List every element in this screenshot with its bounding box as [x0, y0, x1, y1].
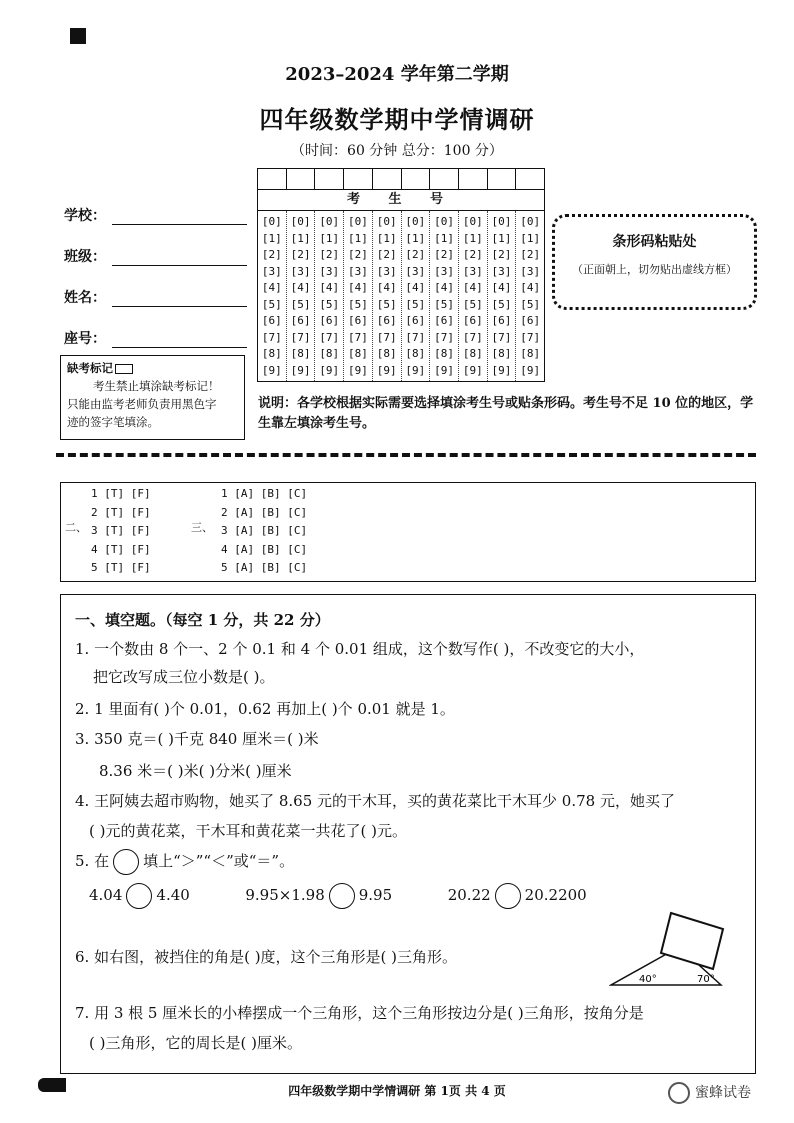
- id-digit-bubble[interactable]: [7]: [520, 330, 541, 344]
- angle-label-left: 40°: [639, 974, 657, 985]
- school-field[interactable]: 学校：: [64, 205, 254, 225]
- q5-items: 4.04 4.40 9.95×1.98 9.95 20.22 20.2200: [89, 883, 587, 909]
- id-digit-bubble[interactable]: [7]: [319, 330, 340, 344]
- id-write-box[interactable]: [373, 169, 402, 189]
- absent-mark-box: 缺考标记 考生禁止填涂缺考标记！ 只能由监考老师负责用黑色字 迹的签字笔填涂。: [60, 355, 245, 440]
- section-3-label: 三、: [191, 521, 213, 534]
- id-digit-bubble[interactable]: [3]: [319, 264, 340, 278]
- cut-line: [56, 453, 756, 457]
- id-digit-column: [430, 211, 459, 381]
- id-digit-bubble[interactable]: [3]: [405, 264, 426, 278]
- q1-line2: 把它改写成三位小数是( )。: [93, 668, 275, 686]
- id-digit-bubble[interactable]: [7]: [462, 330, 483, 344]
- id-digit-bubble[interactable]: [8]: [462, 347, 483, 360]
- id-digit-bubble[interactable]: [9]: [405, 363, 426, 377]
- exam-title: 四年级数学期中学情调研: [259, 105, 535, 134]
- id-digit-bubble[interactable]: [4]: [348, 281, 368, 294]
- id-digit-bubble[interactable]: [7]: [376, 330, 397, 344]
- mc-answer-row[interactable]: 2 [A] [B] [C]: [221, 505, 308, 519]
- id-write-box[interactable]: [488, 169, 517, 189]
- id-digit-bubble[interactable]: [0]: [405, 215, 426, 228]
- id-digit-bubble[interactable]: [6]: [261, 314, 282, 327]
- q2: 2. 1 里面有( )个 0.01，0.62 再加上( )个 0.01 就是 1。: [75, 700, 455, 718]
- id-digit-column: [516, 211, 544, 381]
- id-digit-bubble[interactable]: [4]: [434, 281, 454, 294]
- absent-mark-checkbox[interactable]: [115, 364, 133, 374]
- id-digit-bubble[interactable]: [6]: [290, 314, 311, 327]
- q7-line2: ( )三角形，它的周长是( )厘米。: [89, 1034, 302, 1052]
- id-digit-bubble[interactable]: [4]: [405, 281, 426, 294]
- id-digit-column: [315, 211, 344, 381]
- barcode-area: 条形码粘贴处 （正面朝上，切勿贴出虚线方框）: [552, 214, 757, 310]
- tf-answer-row[interactable]: 4 [T] [F]: [91, 542, 151, 556]
- id-digit-bubble[interactable]: [3]: [376, 264, 397, 278]
- name-field[interactable]: 姓名：: [64, 287, 254, 307]
- term-title: 2023–2024 学年第二学期: [285, 64, 509, 85]
- answer-sheet: [60, 482, 756, 582]
- id-digit-bubble[interactable]: [1]: [434, 231, 454, 245]
- id-digit-bubble[interactable]: [1]: [376, 231, 397, 245]
- id-digit-bubble[interactable]: [6]: [462, 314, 483, 327]
- id-digit-bubble[interactable]: [5]: [405, 297, 426, 311]
- id-digit-bubble[interactable]: [6]: [520, 314, 541, 327]
- q4-line1: 4. 王阿姨去超市购物，她买了 8.65 元的干木耳，买的黄花菜比干木耳少 0.78 元，她买了: [75, 792, 675, 810]
- id-digit-bubble[interactable]: [0]: [376, 215, 397, 228]
- id-digit-bubble[interactable]: [2]: [520, 248, 541, 261]
- id-digit-bubble[interactable]: [8]: [348, 347, 368, 360]
- id-digit-bubble[interactable]: [4]: [319, 281, 340, 294]
- id-digit-bubble[interactable]: [3]: [462, 264, 483, 278]
- id-digit-bubble[interactable]: [2]: [491, 248, 512, 261]
- id-digit-bubble[interactable]: [5]: [520, 297, 541, 311]
- q7-line1: 7. 用 3 根 5 厘米长的小棒摆成一个三角形，这个三角形按边分是( )三角形，按角分是: [75, 1004, 644, 1022]
- id-digit-bubble[interactable]: [1]: [290, 231, 311, 245]
- id-digit-bubble[interactable]: [9]: [434, 363, 454, 377]
- id-write-box[interactable]: [459, 169, 488, 189]
- id-write-box[interactable]: [287, 169, 316, 189]
- id-digit-bubble[interactable]: [8]: [319, 347, 340, 360]
- id-digit-bubble[interactable]: [7]: [405, 330, 426, 344]
- id-digit-bubble[interactable]: [9]: [319, 363, 340, 377]
- id-digit-bubble[interactable]: [2]: [376, 248, 397, 261]
- page-footer: 四年级数学期中学情调研 第 1页 共 4 页: [288, 1084, 506, 1098]
- id-digit-bubble[interactable]: [5]: [319, 297, 340, 311]
- id-digit-bubble[interactable]: [0]: [462, 215, 483, 228]
- id-digit-bubble[interactable]: [1]: [520, 231, 541, 245]
- id-digit-bubble[interactable]: [4]: [462, 281, 483, 294]
- id-digit-bubble[interactable]: [5]: [290, 297, 311, 311]
- tf-answer-row[interactable]: 2 [T] [F]: [91, 505, 151, 519]
- id-digit-bubble[interactable]: [5]: [348, 297, 368, 311]
- seat-field[interactable]: 座号：: [64, 328, 254, 348]
- brand-watermark: 蜜蜂试卷: [668, 1082, 751, 1104]
- id-digit-bubble[interactable]: [8]: [405, 347, 426, 360]
- id-write-box[interactable]: [430, 169, 459, 189]
- q6: 6. 如右图，被挡住的角是( )度，这个三角形是( )三角形。: [75, 948, 458, 966]
- id-grid-header: 考 生 号: [258, 190, 544, 211]
- id-digit-bubble[interactable]: [1]: [261, 231, 282, 245]
- id-digit-column: [488, 211, 517, 381]
- id-digit-bubble[interactable]: [6]: [319, 314, 340, 327]
- id-digit-bubble[interactable]: [3]: [261, 264, 282, 278]
- q1-line1: 1. 一个数由 8 个一、2 个 0.1 和 4 个 0.01 组成，这个数写作( )，不改变它的大小，: [75, 640, 645, 658]
- id-digit-bubble[interactable]: [0]: [290, 215, 311, 228]
- id-write-box[interactable]: [516, 169, 544, 189]
- id-digit-column: [344, 211, 373, 381]
- id-digit-bubble[interactable]: [6]: [491, 314, 512, 327]
- id-digit-bubble[interactable]: [9]: [290, 363, 311, 377]
- answer-circle-3[interactable]: [495, 883, 521, 909]
- id-digit-bubble[interactable]: [2]: [319, 248, 340, 261]
- tf-answer-row[interactable]: 1 [T] [F]: [91, 487, 151, 500]
- id-digit-bubble[interactable]: [2]: [290, 248, 311, 261]
- id-digit-bubble[interactable]: [9]: [491, 363, 512, 377]
- id-digit-column: [373, 211, 402, 381]
- id-digit-bubble[interactable]: [3]: [491, 264, 512, 278]
- id-digit-bubble[interactable]: [1]: [319, 231, 340, 245]
- mc-answer-row[interactable]: 5 [A] [B] [C]: [221, 561, 308, 574]
- mc-answer-row[interactable]: 1 [A] [B] [C]: [221, 487, 308, 500]
- id-digit-bubble[interactable]: [8]: [376, 347, 397, 360]
- id-digit-bubble[interactable]: [7]: [348, 330, 368, 344]
- registration-mark: [70, 28, 86, 44]
- angle-label-right: 70°: [697, 974, 715, 985]
- id-digit-bubble[interactable]: [1]: [348, 231, 368, 245]
- id-digit-bubble[interactable]: [9]: [348, 363, 368, 377]
- id-digit-bubble[interactable]: [8]: [520, 347, 541, 360]
- id-digit-bubble[interactable]: [8]: [261, 347, 282, 360]
- id-write-box[interactable]: [402, 169, 431, 189]
- id-digit-bubble[interactable]: [6]: [376, 314, 397, 327]
- answer-circle-2[interactable]: [329, 883, 355, 909]
- question-section: [60, 594, 756, 1074]
- id-digit-bubble[interactable]: [2]: [405, 248, 426, 261]
- id-digit-bubble[interactable]: [7]: [290, 330, 311, 344]
- tf-answer-row[interactable]: 5 [T] [F]: [91, 561, 151, 574]
- id-digit-bubble[interactable]: [1]: [491, 231, 512, 245]
- tf-answer-row[interactable]: 3 [T] [F]: [91, 524, 151, 537]
- id-digit-bubble[interactable]: [5]: [261, 297, 282, 311]
- id-digit-bubble[interactable]: [8]: [491, 347, 512, 360]
- id-digit-bubble[interactable]: [6]: [348, 314, 368, 327]
- id-digit-bubble[interactable]: [4]: [376, 281, 397, 294]
- id-digit-bubble[interactable]: [6]: [434, 314, 454, 327]
- id-write-box[interactable]: [315, 169, 344, 189]
- id-digit-bubble[interactable]: [8]: [290, 347, 311, 360]
- section-2-label: 二、: [65, 521, 87, 534]
- id-digit-bubble[interactable]: [0]: [434, 215, 454, 228]
- id-digit-bubble[interactable]: [7]: [434, 330, 454, 344]
- id-digit-bubble[interactable]: [1]: [462, 231, 483, 245]
- id-bubble-columns: [258, 211, 544, 381]
- id-digit-bubble[interactable]: [1]: [405, 231, 426, 245]
- id-digit-bubble[interactable]: [2]: [434, 248, 454, 261]
- brand-logo-icon: [668, 1082, 690, 1104]
- answer-circle-1[interactable]: [126, 883, 152, 909]
- id-digit-bubble[interactable]: [2]: [462, 248, 483, 261]
- id-digit-bubble[interactable]: [5]: [462, 297, 483, 311]
- id-write-box[interactable]: [344, 169, 373, 189]
- id-digit-bubble[interactable]: [9]: [376, 363, 397, 377]
- id-digit-column: [402, 211, 431, 381]
- id-digit-bubble[interactable]: [4]: [261, 281, 282, 294]
- id-digit-bubble[interactable]: [7]: [491, 330, 512, 344]
- q3-line1: 3. 350 克＝( )千克 840 厘米＝( )米: [75, 730, 319, 748]
- id-digit-column: [258, 211, 287, 381]
- exam-meta: （时间：60 分钟 总分：100 分）: [291, 143, 503, 159]
- id-digit-bubble[interactable]: [4]: [290, 281, 311, 294]
- student-id-grid: [257, 168, 545, 382]
- id-digit-bubble[interactable]: [9]: [462, 363, 483, 377]
- id-digit-bubble[interactable]: [5]: [434, 297, 454, 311]
- q3-line2: 8.36 米＝( )米( )分米( )厘米: [99, 762, 292, 780]
- id-digit-bubble[interactable]: [5]: [491, 297, 512, 311]
- id-digit-bubble[interactable]: [0]: [319, 215, 340, 228]
- id-digit-column: [287, 211, 316, 381]
- id-digit-bubble[interactable]: [0]: [520, 215, 541, 228]
- instructions-note: 说明：各学校根据实际需要选择填涂考生号或贴条形码。考生号不足 10 位的地区，学生靠左填涂考生号。: [258, 396, 754, 431]
- id-digit-bubble[interactable]: [3]: [520, 264, 541, 278]
- id-digit-bubble[interactable]: [0]: [348, 215, 368, 228]
- q4-line2: ( )元的黄花菜，干木耳和黄花菜一共花了( )元。: [89, 822, 407, 840]
- id-digit-bubble[interactable]: [4]: [491, 281, 512, 294]
- id-digit-bubble[interactable]: [8]: [434, 347, 454, 360]
- q5-line1: 5. 在 填上“＞”“＜”或“＝”。: [75, 849, 294, 875]
- id-write-boxes: [258, 169, 544, 190]
- id-digit-bubble[interactable]: [3]: [348, 264, 368, 278]
- id-digit-bubble[interactable]: [9]: [261, 363, 282, 377]
- id-write-box[interactable]: [258, 169, 287, 189]
- id-digit-bubble[interactable]: [2]: [261, 248, 282, 261]
- covering-card: [661, 913, 723, 969]
- section-title: 一、填空题。（每空 1 分，共 22 分）: [75, 611, 330, 629]
- id-digit-bubble[interactable]: [7]: [261, 330, 282, 344]
- class-field[interactable]: 班级：: [64, 246, 254, 266]
- id-digit-bubble[interactable]: [3]: [434, 264, 454, 278]
- id-digit-column: [459, 211, 488, 381]
- id-digit-bubble[interactable]: [5]: [376, 297, 397, 311]
- mc-answer-row[interactable]: 3 [A] [B] [C]: [221, 524, 308, 537]
- id-digit-bubble[interactable]: [0]: [261, 215, 282, 228]
- compare-circle: [113, 849, 139, 875]
- triangle-figure: [609, 907, 729, 989]
- id-digit-bubble[interactable]: [3]: [290, 264, 311, 278]
- id-digit-bubble[interactable]: [2]: [348, 248, 368, 261]
- id-digit-bubble[interactable]: [6]: [405, 314, 426, 327]
- mc-answer-row[interactable]: 4 [A] [B] [C]: [221, 542, 308, 556]
- id-digit-bubble[interactable]: [0]: [491, 215, 512, 228]
- id-digit-bubble[interactable]: [9]: [520, 363, 541, 377]
- id-digit-bubble[interactable]: [4]: [520, 281, 541, 294]
